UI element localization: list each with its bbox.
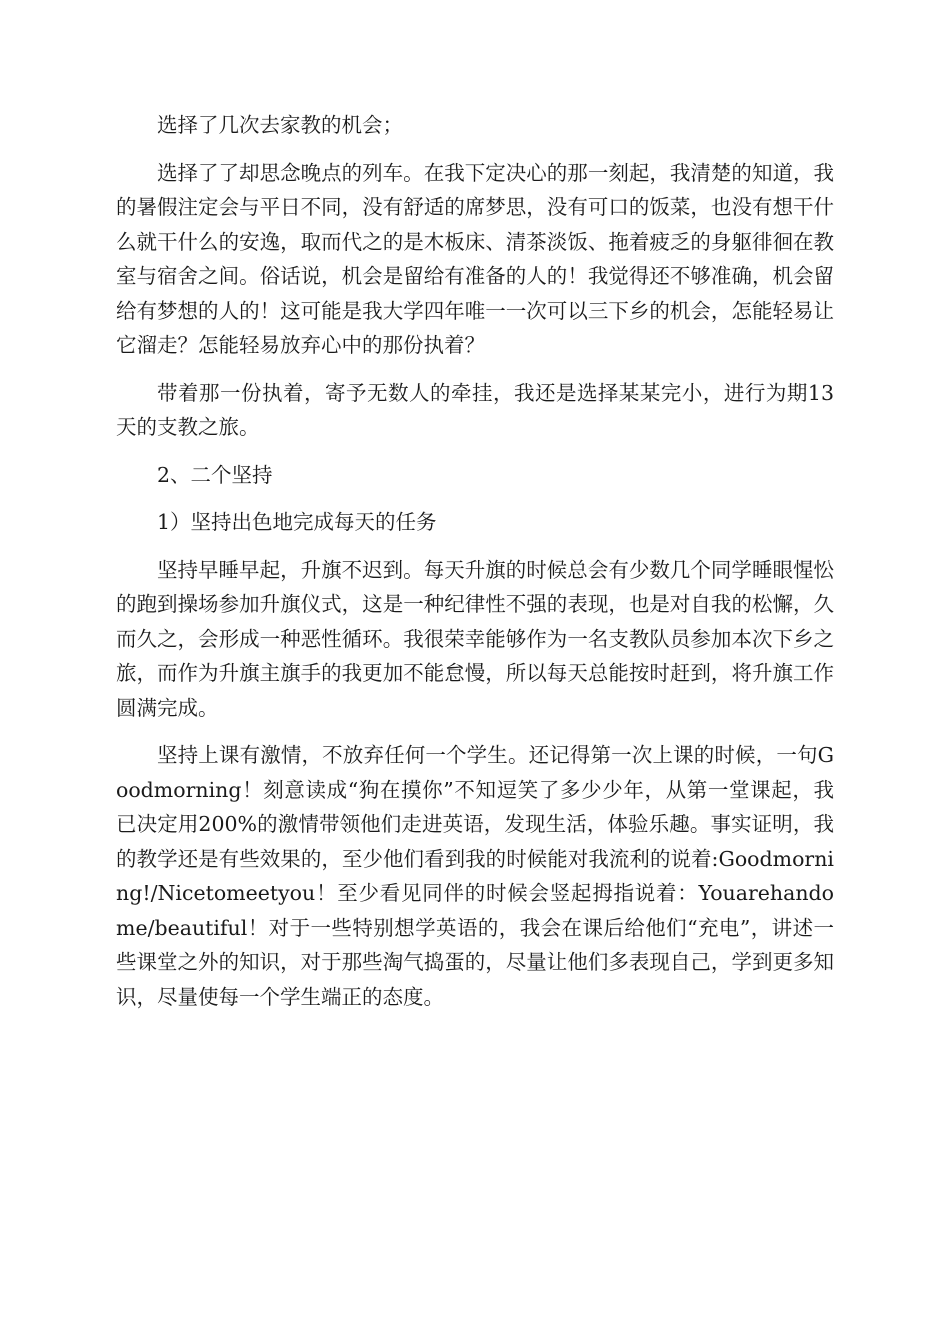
paragraph-teaching-passion: 坚持上课有激情，不放弃任何一个学生。还记得第一次上课的时候，一句Goodmorning！刻意读成“狗在摸你”不知逗笑了多少少年，从第一堂课起，我已决定用200%的激情带领他们走进英语，发现生活，体验乐趣。事实证明，我的教学还是有些效果的，至少他们看到我的时候能对我流利的说着:Goodmorning!/Nicetomeetyou！至少看见同伴的时候会竖起拇指说着：Youarehandome/beautiful！对于一些特别想学英语的，我会在课后给他们“充电”，讲述一些课堂之外的知识，对于那些淘气捣蛋的，尽量让他们多表现自己，学到更多知识，尽量使每一个学生端正的态度。 (116, 743, 834, 1009)
paragraph-early-rising: 坚持早睡早起，升旗不迟到。每天升旗的时候总会有少数几个同学睡眼惺忪的跑到操场参加升旗仪式，这是一种纪律性不强的表现，也是对自我的松懈，久而久之，会形成一种恶性循环。我很荣幸能够作为一名支教队员参加本次下乡之旅，而作为升旗主旗手的我更加不能怠慢，所以每天总能按时赶到，将升旗工作圆满完成。 (116, 557, 834, 720)
paragraph-teaching-trip: 带着那一份执着，寄予无数人的牵挂，我还是选择某某完小，进行为期13天的支教之旅。 (116, 380, 834, 439)
document-body (116, 108, 834, 1014)
paragraph-choice-tutoring: 选择了几次去家教的机会； (157, 113, 403, 137)
section-heading-two-persistences: 2、二个坚持 (157, 462, 273, 487)
paragraph-choice-train: 选择了了却思念晚点的列车。在我下定决心的那一刻起，我清楚的知道，我的暑假注定会与平日不同，没有舒适的席梦思，没有可口的饭菜，也没有想干什么就干什么的安逸，取而代之的是木板床、清茶淡饭、拖着疲乏的身躯徘徊在教室与宿舍之间。俗话说，机会是留给有准备的人的！我觉得还不够准确，机会留给有梦想的人的！这可能是我大学四年唯一一次可以三下乡的机会，怎能轻易让它溜走？怎能轻易放弃心中的那份执着？ (116, 160, 834, 357)
subheading-daily-tasks: 1）坚持出色地完成每天的任务 (157, 510, 437, 534)
